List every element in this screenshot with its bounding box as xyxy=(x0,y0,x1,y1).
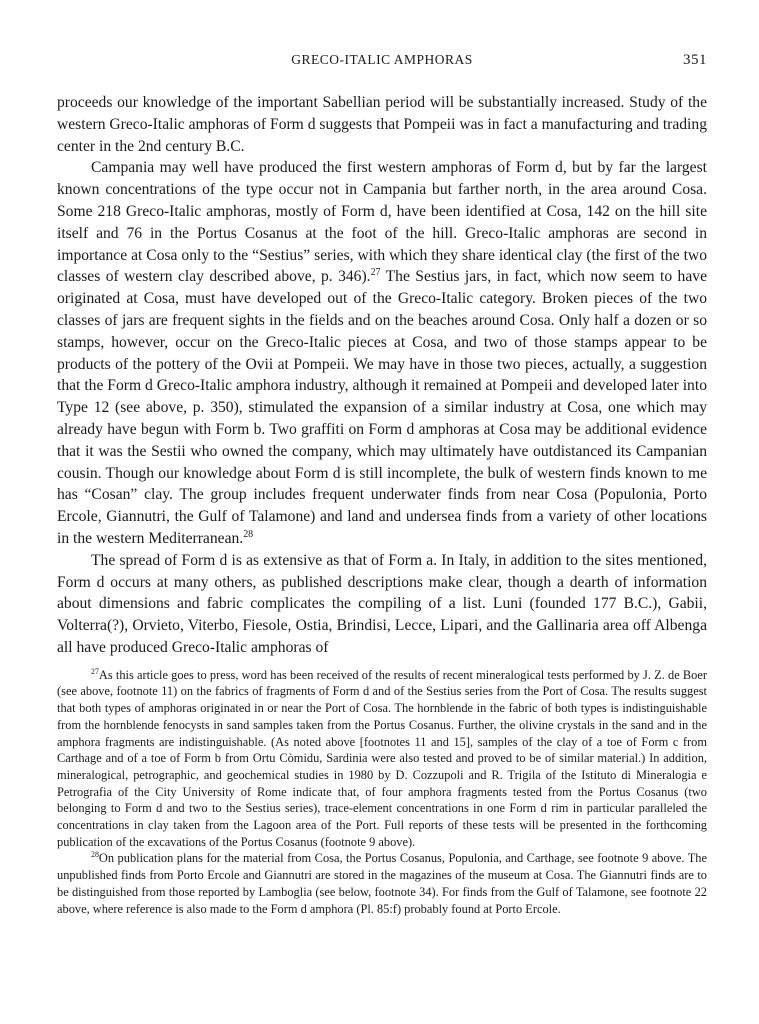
paragraph-2 xyxy=(57,157,707,549)
footnote-ref-27: 27 xyxy=(370,267,381,279)
footnote-28-number: 28 xyxy=(91,850,99,860)
body-text xyxy=(57,92,707,659)
running-head xyxy=(57,52,707,74)
paragraph-2-part-a: Campania may well have produced the first western amphoras of Form d, but by far the largest known concentrations of the type occur not in Campania but farther north, in the area around Cosa. Some 218 Greco-Italic amphoras, mostly of Form d, have been identified at Cosa, 142 on the hill site itself and 76 in the Portus Cosanus at the foot of the hill. Greco-Italic amphoras are second in importance at Cosa only to the “Sestius” series, with which they share identical clay (the first of the two classes of western clay described above, p. 346). xyxy=(57,159,707,286)
footnote-ref-28: 28 xyxy=(243,528,254,540)
footnote-28 xyxy=(57,850,707,917)
footnote-27 xyxy=(57,667,707,851)
page-number: 351 xyxy=(683,52,707,68)
paragraph-3: The spread of Form d is as extensive as that of Form a. In Italy, in addition to the sites mentioned, Form d occurs at many others, as published descriptions make clear, though a dearth of information about dimensions and fabric complicates the compiling of a list. Luni (founded 177 B.C.), Gabii, Volterra(?), Orvieto, Viterbo, Fiesole, Ostia, Brindisi, Lecce, Lipari, and the Gallinaria area off Albenga all have produced Greco-Italic amphoras of xyxy=(57,551,707,656)
footnotes xyxy=(57,667,707,918)
footnote-27-number: 27 xyxy=(91,666,99,676)
page xyxy=(57,52,707,917)
paragraph-2-part-b: The Sestius jars, in fact, which now seem to have originated at Cosa, must have developed out of the Greco-Italic category. Broken pieces of the two classes of jars are frequent sights in the fields and on the beaches around Cosa. Only half a dozen or so stamps, however, occur on the Greco-Italic pieces at Cosa, and two of those stamps appear to be products of the pottery of the Ovii at Pompeii. We may have in those two pieces, actually, a suggestion that the Form d Greco-Italic amphora industry, although it remained at Pompeii and developed later into Type 12 (see above, p. 350), stimulated the expansion of a similar industry at Cosa, one which may already have begun with Form b. Two graffiti on Form d amphoras at Cosa may be additional evidence that it was the Sestii who owned the company, which may ultimately have outdistanced its Campanian cousin. Though our knowledge about Form d is still incomplete, the bulk of western finds known to me has “Cosan” clay. The group includes frequent underwater finds from near Cosa (Populonia, Porto Ercole, Giannutri, the Gulf of Talamone) and land and undersea finds from a variety of other locations in the western Mediterranean. xyxy=(57,268,707,547)
paragraph-1: proceeds our knowledge of the important Sabellian period will be substantially increased. Study of the western Greco-Italic amphoras of Form d suggests that Pompeii was in fact a manufacturing and trading center in the 2nd century B.C. xyxy=(57,94,707,155)
footnote-28-text: On publication plans for the material from Cosa, the Portus Cosanus, Populonia, and Carthage, see footnote 9 above. The unpublished finds from Porto Ercole and Giannutri are stored in the magazines of the museum at Cosa. The Giannutri finds are to be distinguished from those reported by Lamboglia (see below, footnote 34). For finds from the Gulf of Talamone, see footnote 22 above, where reference is also made to the Form d amphora (Pl. 85:f) probably found at Porto Ercole. xyxy=(57,851,707,916)
running-title: GRECO-ITALIC AMPHORAS xyxy=(291,52,473,67)
footnote-27-text: As this article goes to press, word has been received of the results of recent mineralogical tests performed by J. Z. de Boer (see above, footnote 11) on the fabrics of fragments of Form d and of the Sestius series from the Port of Cosa. The results suggest that both types of amphoras originated in or near the Port of Cosa. The hornblende in the fabric of both types is indistinguishable from the hornblende fenocysts in sand samples taken from the Portus Cosanus. Further, the olivine crystals in the sand and in the amphora fragments are indistinguishable. (As noted above [footnotes 11 and 15], samples of the clay of a toe of Form c from Carthage and of a toe of Form b from Ortu Còmidu, Sardinia were also tested and proved to be of similar material.) In addition, mineralogical, petrographic, and geochemical studies in 1980 by D. Cozzupoli and R. Trigila of the Istituto di Mineralogia e Petrografia of the City University of Rome indicate that, of four amphora fragments tested from the Portus Cosanus (two belonging to Form d and two to the Sestius series), trace-element concentrations in one Form d rim in particular paralleled the concentrations in clay taken from the Lagoon area of the Port. Full reports of these tests will be presented in the forthcoming publication of the excavations of the Portus Cosanus (footnote 9 above). xyxy=(57,667,707,849)
